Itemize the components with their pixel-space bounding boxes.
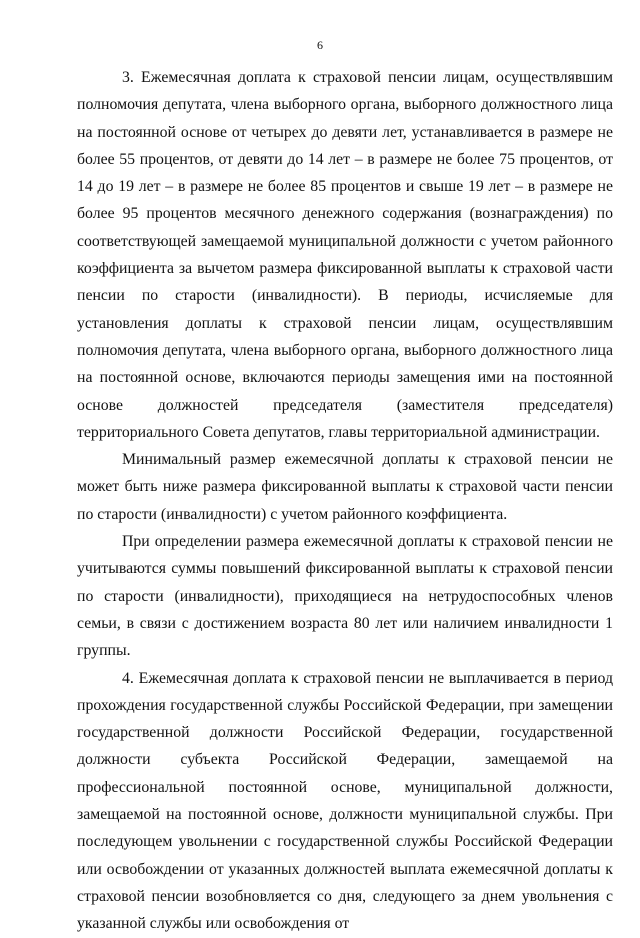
- document-body: [77, 64, 613, 938]
- paragraph-exclusions: При определении размера ежемесячной доплаты к страховой пенсии не учитываются суммы повышений фиксированной выплаты к страховой пенсии по старости (инвалидности), приходящиеся на нетрудоспособных членов семьи, в связи с достижением возраста 80 лет или наличием инвалидности 1 группы.: [77, 533, 613, 660]
- paragraph-minimum-amount: Минимальный размер ежемесячной доплаты к страховой пенсии не может быть ниже размера фиксированной выплаты к страховой части пенсии по старости (инвалидности) с учетом районного коэффициента.: [77, 451, 613, 523]
- paragraph-item-4: 4. Ежемесячная доплата к страховой пенсии не выплачивается в период прохождения государственной службы Российской Федерации, при замещении государственной должности Российской Федерации, государственной должности субъекта Российской Федерации, замещаемой на профессиональной постоянной основе, муниципальной должности, замещаемой на постоянной основе, должности муниципальной службы. При последующем увольнении с государственной службы Российской Федерации или освобождении от указанных должностей выплата ежемесячной доплаты к страховой пенсии возобновляется со дня, следующего за днем увольнения с указанной службы или освобождения от: [77, 669, 613, 933]
- paragraph-item-3: 3. Ежемесячная доплата к страховой пенсии лицам, осуществлявшим полномочия депутата, члена выборного органа, выборного должностного лица на постоянной основе от четырех до девяти лет, устанавливается в размере не более 55 процентов, от девяти до 14 лет – в размере не более 75 процентов, от 14 до 19 лет – в размере не более 85 процентов и свыше 19 лет – в размере не более 95 процентов месячного денежного содержания (вознаграждения) по соответствующей замещаемой муниципальной должности с учетом районного коэффициента за вычетом размера фиксированной выплаты к страховой части пенсии по старости (инвалидности). В периоды, исчисляемые для установления доплаты к страховой пенсии лицам, осуществлявшим полномочия депутата, члена выборного органа, выборного должностного лица на постоянной основе, включаются периоды замещения ими на постоянной основе должностей председателя (заместителя председателя) территориального Совета депутатов, главы территориальной администрации.: [77, 69, 613, 441]
- page-number: 6: [317, 38, 323, 52]
